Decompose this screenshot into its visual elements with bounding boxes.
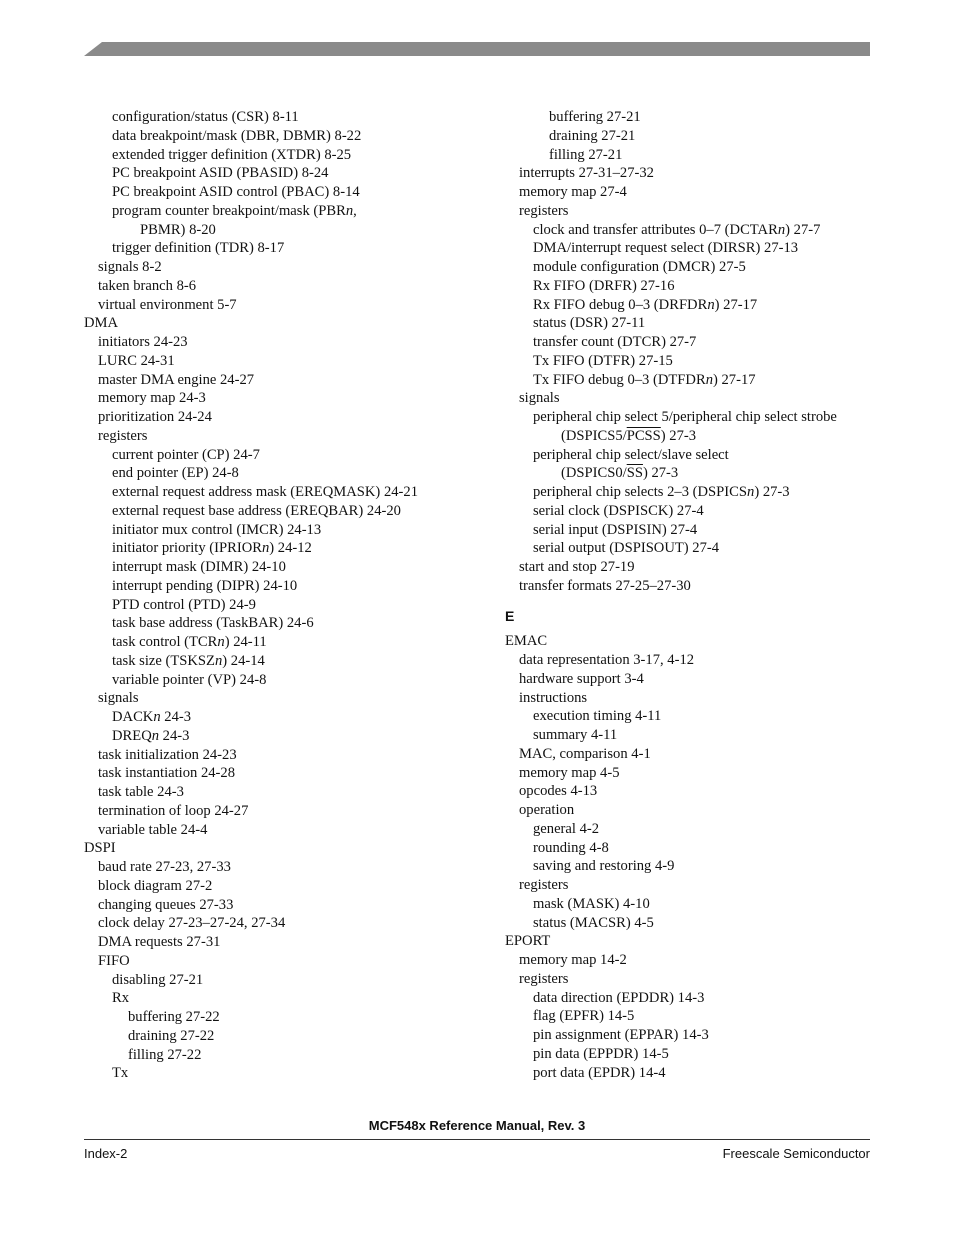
footer-title: MCF548x Reference Manual, Rev. 3 — [368, 1118, 586, 1133]
index-entry: PTD control (PTD) 24-9 — [112, 596, 256, 613]
index-entry: disabling 27-21 — [112, 971, 204, 988]
index-entry: Rx — [112, 990, 130, 1007]
index-entry: peripheral chip selects 2–3 (DSPICSn) 27-3 — [533, 484, 790, 500]
index-entry: changing queues 27-33 — [98, 896, 234, 913]
section-letter: E — [505, 607, 515, 624]
index-entry: data representation 3-17, 4-12 — [519, 652, 695, 668]
index-entry: signals 8-2 — [98, 259, 162, 275]
index-entry: registers — [519, 202, 569, 219]
index-entry: variable table 24-4 — [98, 821, 208, 838]
index-entry: rounding 4-8 — [533, 839, 609, 856]
index-entry: master DMA engine 24-27 — [98, 371, 255, 388]
footer-rule — [84, 1139, 870, 1140]
index-entry: serial output (DSPISOUT) 27-4 — [533, 540, 720, 557]
index-entry: summary 4-11 — [533, 727, 618, 743]
index-entry: signals — [98, 690, 139, 707]
index-entry: data direction (EPDDR) 14-3 — [533, 989, 705, 1006]
index-entry: prioritization 24-24 — [98, 409, 212, 425]
index-entry: initiator priority (IPRIORn) 24-12 — [112, 540, 312, 557]
index-entry: Rx FIFO debug 0–3 (DRFDRn) 27-17 — [533, 296, 758, 313]
index-entry: initiator mux control (IMCR) 24-13 — [112, 521, 322, 538]
index-entry: virtual environment 5-7 — [98, 296, 237, 313]
index-entry: task control (TCRn) 24-11 — [112, 634, 267, 650]
index-entry: peripheral chip select 5/peripheral chip select strobe — [533, 409, 837, 425]
index-entry: serial input (DSPISIN) 27-4 — [533, 521, 698, 538]
index-entry: registers — [519, 877, 569, 893]
index-entry: task instantiation 24-28 — [98, 765, 236, 782]
index-entry: opcodes 4-13 — [519, 783, 598, 800]
index-entry: transfer formats 27-25–27-30 — [519, 577, 691, 594]
index-entry: status (MACSR) 4-5 — [533, 914, 654, 931]
index-entry: interrupt pending (DIPR) 24-10 — [112, 577, 298, 594]
index-column-right — [505, 108, 885, 1082]
index-entry: memory map 14-2 — [519, 952, 627, 968]
index-entry: termination of loop 24-27 — [98, 802, 249, 819]
index-entry: interrupt mask (DIMR) 24-10 — [112, 559, 286, 575]
index-entry: end pointer (EP) 24-8 — [112, 465, 239, 482]
index-entry: PBMR) 8-20 — [140, 221, 216, 238]
index-entry: instructions — [519, 689, 588, 706]
index-entry: initiators 24-23 — [98, 334, 188, 350]
index-entry: program counter breakpoint/mask (PBRn, — [112, 202, 357, 219]
index-entry: DACKn 24-3 — [112, 709, 192, 725]
index-entry: memory map 24-3 — [98, 390, 206, 407]
index-entry: clock and transfer attributes 0–7 (DCTARn) 27-7 — [533, 221, 821, 238]
index-entry: FIFO — [98, 952, 130, 969]
index-entry: $(DSPICS0/\overline{SS})$ 27-3 — [561, 465, 679, 482]
index-entry: variable pointer (VP) 24-8 — [112, 671, 267, 688]
index-entry: PC breakpoint ASID control (PBAC) 8-14 — [112, 184, 360, 200]
index-entry: memory map 4-5 — [519, 764, 620, 781]
index-entry: DSPI — [84, 840, 116, 857]
index-entry: extended trigger definition (XTDR) 8-25 — [112, 146, 352, 163]
index-entry: memory map 27-4 — [519, 184, 627, 200]
index-entry: external request address mask (EREQMASK) 24-21 — [112, 484, 418, 500]
index-entry: Tx — [112, 1065, 129, 1082]
index-entry: PC breakpoint ASID (PBASID) 8-24 — [112, 165, 329, 182]
index-entry: start and stop 27-19 — [519, 559, 635, 575]
index-entry: pin data (EPPDR) 14-5 — [533, 1045, 669, 1062]
index-entry: operation — [519, 802, 575, 818]
index-entry: registers — [98, 427, 148, 444]
index-entry: LURC 24-31 — [98, 352, 175, 369]
index-entry: mask (MASK) 4-10 — [533, 895, 650, 912]
index-entry: external request base address (EREQBAR) 24-20 — [112, 502, 401, 519]
index-entry: Tx FIFO debug 0–3 (DTFDRn) 27-17 — [533, 371, 756, 388]
index-entry: DMA requests 27-31 — [98, 934, 221, 950]
index-entry: registers — [519, 970, 569, 987]
index-entry: task size (TSKSZn) 24-14 — [112, 652, 265, 669]
index-entry: general 4-2 — [533, 820, 600, 837]
index-entry: saving and restoring 4-9 — [533, 858, 675, 875]
index-entry: Tx FIFO (DTFR) 27-15 — [533, 352, 673, 369]
index-entry: peripheral chip select/slave select — [533, 446, 729, 463]
index-entry: Rx FIFO (DRFR) 27-16 — [533, 277, 675, 294]
index-entry: module configuration (DMCR) 27-5 — [533, 259, 746, 275]
index-entry: task initialization 24-23 — [98, 746, 237, 763]
index-entry: DMA — [84, 315, 119, 332]
index-entry: DMA/interrupt request select (DIRSR) 27-13 — [533, 240, 799, 257]
header-band — [84, 42, 870, 56]
index-entry: clock delay 27-23–27-24, 27-34 — [98, 915, 286, 932]
index-entry: taken branch 8-6 — [98, 277, 197, 294]
index-entry: DREQn 24-3 — [112, 727, 190, 744]
index-entry: configuration/status (CSR) 8-11 — [112, 109, 299, 125]
index-entry: flag (EPFR) 14-5 — [533, 1008, 635, 1025]
index-entry: block diagram 27-2 — [98, 877, 213, 894]
index-column-left — [84, 108, 494, 1083]
index-entry: filling 27-22 — [128, 1046, 202, 1063]
index-entry: (DSPICS5/PCSS) 27-3 — [561, 427, 697, 444]
index-entry: status (DSR) 27-11 — [533, 315, 646, 332]
index-entry: current pointer (CP) 24-7 — [112, 446, 260, 463]
footer-page-number: Index-2 — [84, 1146, 128, 1161]
index-entry: interrupts 27-31–27-32 — [519, 165, 654, 182]
index-entries-e — [505, 632, 885, 1082]
index-entry: execution timing 4-11 — [533, 708, 662, 725]
index-entry: trigger definition (TDR) 8-17 — [112, 240, 285, 257]
index-entry: task base address (TaskBAR) 24-6 — [112, 615, 314, 632]
index-entry: EPORT — [505, 933, 551, 950]
index-entry: draining 27-21 — [549, 127, 636, 144]
index-entry: signals — [519, 390, 560, 407]
index-entry: task table 24-3 — [98, 784, 184, 800]
index-entries-dspi-continued — [505, 108, 885, 596]
index-entry: serial clock (DSPISCK) 27-4 — [533, 502, 704, 519]
index-entry: buffering 27-22 — [128, 1009, 220, 1025]
index-entry: transfer count (DTCR) 27-7 — [533, 334, 697, 350]
index-entry: MAC, comparison 4-1 — [519, 745, 651, 762]
index-entry: buffering 27-21 — [549, 109, 641, 125]
index-entry: hardware support 3-4 — [519, 670, 644, 687]
index-entry: EMAC — [505, 633, 548, 650]
index-entry: port data (EPDR) 14-4 — [533, 1064, 666, 1081]
index-entry: draining 27-22 — [128, 1027, 215, 1044]
index-entry: data breakpoint/mask (DBR, DBMR) 8-22 — [112, 127, 362, 144]
index-entry: pin assignment (EPPAR) 14-3 — [533, 1027, 709, 1043]
index-entry: baud rate 27-23, 27-33 — [98, 859, 231, 875]
index-entry: filling 27-21 — [549, 146, 623, 163]
footer-company: Freescale Semiconductor — [722, 1146, 870, 1161]
